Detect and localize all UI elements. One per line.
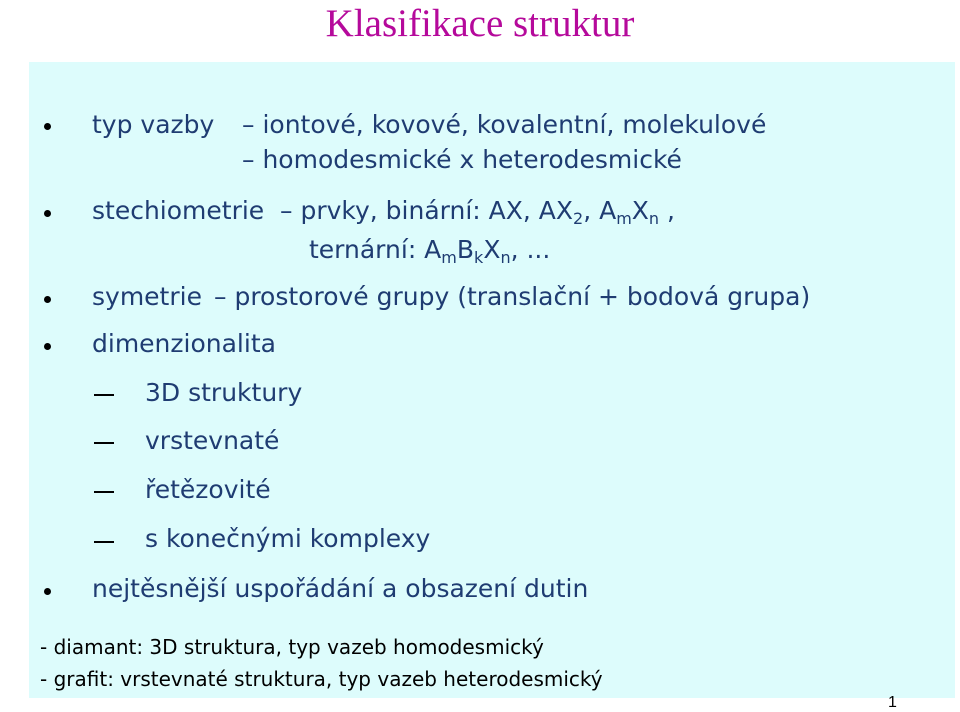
dimenzionalita-item: s konečnými komplexy	[145, 524, 431, 553]
bullet	[44, 123, 51, 130]
note-diamant: - diamant: 3D struktura, typ vazeb homodesmický	[40, 635, 544, 659]
dash	[94, 491, 114, 493]
slide-title: Klasifikace struktur	[325, 2, 635, 45]
page-number: 1	[888, 694, 897, 711]
nejtesnejsi-text: nejtěsnější uspořádání a obsazení dutin	[92, 574, 589, 603]
dimenzionalita-item: vrstevnaté	[145, 426, 280, 455]
bullet	[44, 588, 51, 595]
dimenzionalita-item: 3D struktury	[145, 378, 303, 407]
bullet	[44, 210, 51, 217]
dash	[94, 442, 114, 444]
typ-vazby-label: typ vazby	[92, 110, 215, 139]
dash	[94, 394, 114, 396]
bullet	[44, 296, 51, 303]
typ-vazby-line1: – iontové, kovové, kovalentní, molekulové	[242, 110, 767, 139]
symetrie-text: – prostorové grupy (translační + bodová grupa)	[214, 282, 811, 311]
dimenzionalita-label: dimenzionalita	[92, 329, 276, 358]
stechiometrie-line1: – prvky, binární: AX, $AX_2$, $A_mX_n$ ,	[280, 196, 675, 228]
dimenzionalita-item: řetězovité	[145, 475, 271, 504]
symetrie-label: symetrie	[92, 282, 202, 311]
typ-vazby-line2: – homodesmické x heterodesmické	[242, 145, 682, 174]
dash	[94, 541, 114, 543]
stechiometrie-line2: ternární: $A_mB_kX_n$, ...	[309, 235, 551, 267]
stechiometrie-label: stechiometrie	[92, 196, 265, 225]
bullet	[44, 343, 51, 350]
note-grafit: - grafit: vrstevnaté struktura, typ vazeb heterodesmický	[40, 667, 603, 691]
